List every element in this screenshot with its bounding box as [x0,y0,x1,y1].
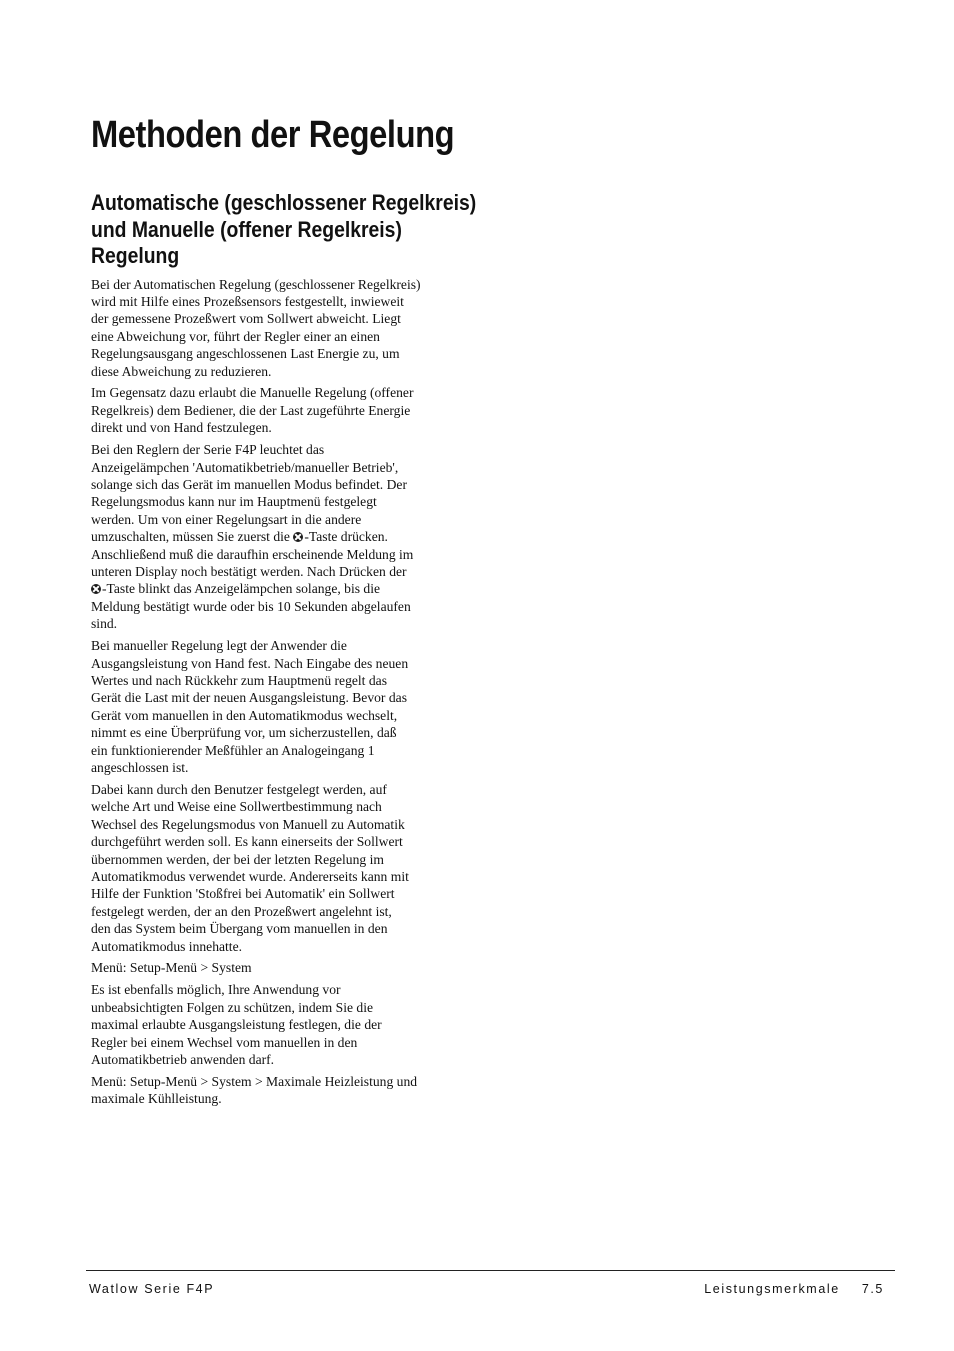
text-line: Bei den Reglern der Serie F4P leuchtet das [91,442,325,458]
text-segment: -Taste drücken. [304,529,388,545]
text-line: Wertes und nach Rückkehr zum Hauptmenü regelt das [91,672,387,688]
text-line: Regler bei einem Wechsel vom manuellen in den [91,1034,358,1050]
paragraph-setpoint-transfer [91,781,483,955]
text-line: unbeabsichtigten Folgen zu schützen, indem Sie die [91,999,374,1015]
footer-section-info [704,1282,884,1296]
menu-path-max-power [91,1073,483,1108]
text-line: Automatikbetrieb anwenden darf. [91,1051,275,1067]
text-line: maximale Kühlleistung. [91,1091,222,1107]
text-line: Regelkreis) dem Bediener, die der Last zugeführte Energie [91,402,411,418]
text-line [91,580,483,597]
advance-key-icon [91,584,101,594]
text-line: sind. [91,616,118,632]
text-line: angeschlossen ist. [91,759,189,775]
text-line: Ausgangsleistung von Hand fest. Nach Eingabe des neuen [91,655,409,671]
footer-section-name: Leistungsmerkmale [704,1282,840,1296]
text-line: Regelungsmodus kann nur im Hauptmenü festgelegt [91,494,377,510]
section-heading-line: Automatische (geschlossener Regelkreis) [91,190,477,215]
footer-page-number: 7.5 [861,1282,884,1296]
text-line: Dabei kann durch den Benutzer festgelegt werden, auf [91,781,387,797]
section-heading [91,190,478,270]
text-line: werden. Um von einer Regelungsart in die andere [91,511,362,527]
text-line: Es ist ebenfalls möglich, Ihre Anwendung vor [91,982,341,998]
paragraph-f4p-indicator [91,441,483,632]
text-line: wird mit Hilfe eines Prozeßsensors festgestellt, inwieweit [91,293,404,309]
text-line: übernommen werden, der bei der letzten Regelung im [91,851,384,867]
text-line: maximal erlaubte Ausgangsleistung festlegen, die der [91,1017,382,1033]
paragraph-max-output [91,981,483,1068]
text-line: Bei der Automatischen Regelung (geschlossener Regelkreis) [91,276,421,292]
text-line: Menü: Setup-Menü > System > Maximale Heizleistung und [91,1073,418,1089]
text-line: Regelungsausgang angeschlossenen Last Energie zu, um [91,346,400,362]
text-line: Hilfe der Funktion 'Stoßfrei bei Automatik' ein Sollwert [91,886,395,902]
advance-key-icon [293,532,303,542]
text-line: diese Abweichung zu reduzieren. [91,363,272,379]
text-line: Wechsel des Regelungsmodus von Manuell zu Automatik [91,816,405,832]
section-heading-line: Regelung [91,243,180,268]
footer-product-name: Watlow Serie F4P [89,1282,215,1296]
main-content [91,190,483,1112]
paragraph-automatic-control [91,276,483,380]
text-segment: -Taste blinkt das Anzeigelämpchen solange, bis die [102,581,381,597]
text-line: Im Gegensatz dazu erlaubt die Manuelle Regelung (offener [91,385,414,401]
text-line: Bei manueller Regelung legt der Anwender die [91,638,347,654]
text-line: Automatikmodus verwendet wurde. Andererseits kann mit [91,868,409,884]
footer-divider [86,1270,895,1271]
section-heading-line: und Manuelle (offener Regelkreis) [91,216,402,242]
text-line: eine Abweichung vor, führt der Regler einer an einen [91,328,380,344]
text-line: den das System beim Übergang vom manuellen in den [91,921,388,937]
text-line: durchgeführt werden soll. Es kann einerseits der Sollwert [91,834,403,850]
text-segment: umzuschalten, müssen Sie zuerst die [91,529,294,545]
text-line: Gerät vom manuellen in den Automatikmodus wechselt, [91,707,398,723]
paragraph-manual-output [91,637,483,776]
text-line: Anschließend muß die daraufhin erscheinende Meldung im [91,546,414,562]
text-line: solange sich das Gerät im manuellen Modus befindet. Der [91,476,407,492]
text-line: Gerät die Last mit der neuen Ausgangsleistung. Bevor das [91,690,407,706]
text-line: Automatikmodus innehatte. [91,938,243,954]
text-line: ein funktionierender Meßfühler an Analogeingang 1 [91,742,375,758]
text-line: Meldung bestätigt wurde oder bis 10 Sekunden abgelaufen [91,598,411,614]
text-line: unteren Display noch bestätigt werden. Nach Drücken der [91,564,407,579]
text-line: Anzeigelämpchen 'Automatikbetrieb/manueller Betrieb', [91,459,399,475]
text-line [91,528,483,545]
text-line: festgelegt werden, der an den Prozeßwert angelehnt ist, [91,903,392,919]
text-line: nimmt es eine Überprüfung vor, um sicherzustellen, daß [91,725,397,741]
menu-path-system [91,959,483,976]
page-title: Methoden der Regelung [91,114,455,156]
text-line: Menü: Setup-Menü > System [91,960,252,976]
text-line: welche Art und Weise eine Sollwertbestimmung nach [91,799,382,815]
text-line: der gemessene Prozeßwert vom Sollwert abweicht. Liegt [91,311,401,327]
paragraph-manual-control [91,384,483,436]
text-line: direkt und von Hand festzulegen. [91,420,272,436]
